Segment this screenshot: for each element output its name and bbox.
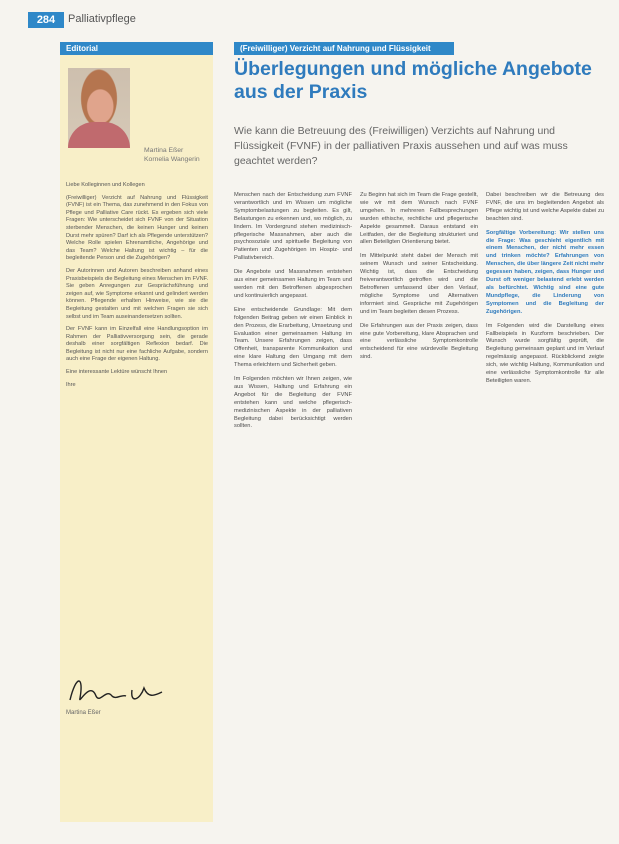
paragraph: Eine entscheidende Grundlage: Mit dem folgenden Beitrag geben wir einen Einblick in den Prozess, die Erarbeitung, Umsetzung und Evaluation einer gemeinsamen Haltung im Team. Unsere Erfahrungen zeigen, dass Offenheit, transparente Kommunikation und eine klare Haltung den Umgang mit dem Thema erleichtern und Sicherheit geben. [234,306,352,369]
editorial-paragraph: (Freiwilliger) Verzicht auf Nahrung und Flüssigkeit (FVNF) ist ein Thema, das zunehmend in den Fokus von Pflege und Palliative Care rückt. Es ergeben sich viele Fragen: Wie unterscheidet sich FVNF von der Situation sterbender Menschen, die keinen Hunger und keinen Durst mehr spüren? Darf ich als Pflegende unterstützen? Welche Rolle spielen Ehrenamtliche, Angehörige und das Team? Welche Haltung ist wichtig – für die begleitende Person und die Zugehörigen? [66,194,208,262]
paragraph: Im Mittelpunkt steht dabei der Mensch mit seinem Wunsch und seiner Entscheidung. Wichtig ist, dass die Entscheidung freiverantwortlich getroffen wird und die Betroffenen umfassend über den Verlauf, mögliche Symptome und Alternativen informiert sind. Gespräche mit Zugehörigen und im Team begleiten diesen Prozess. [360,253,478,315]
editorial-sidebar [60,42,213,822]
paragraph: Die Erfahrungen aus der Praxis zeigen, dass eine gute Vorbereitung, klare Absprachen und eine verlässliche Symptomkontrolle entscheidend für eine würdevolle Begleitung sind. [360,322,478,361]
author-name: Kornelia Wangerin [144,156,200,163]
article-column-2 [360,192,478,368]
article-kicker: (Freiwilliger) Verzicht auf Nahrung und Flüssigkeit [234,42,454,55]
editorial-paragraph: Der Autorinnen und Autoren beschreiben anhand eines Praxisbeispiels die Begleitung eines Menschen im FVNF. Sie geben Anregungen zur Gesprächsführung und zeigen auf, wie Symptome erkannt und gelindert werden können. Pflegende erhalten Hinweise, wie sie die Begleitung gestalten und mit welchen Fragen sie sich selbst und im Team auseinandersetzen sollten. [66,267,208,320]
editorial-greeting: Liebe Kolleginnen und Kollegen [66,182,145,188]
author-name: Martina Eßer [144,147,184,154]
paragraph: Dabei beschreiben wir die Betreuung des FVNF, die uns im begleitenden Angebot als Pflege wichtig ist und welche Aspekte dabei zu beachten sind. [486,192,604,222]
paragraph: Menschen nach der Entscheidung zum FVNF verantwortlich und im Wissen um mögliche Symptombelastungen zu begleiten. Es gilt, Belastungen zu erkennen und, wo möglich, zu lindern. Im Vordergrund stehen medizinisch-pflegerische Massnahmen, aber auch die psychosoziale und spirituelle Begleitung von Patienten und Zugehörigen im Hospiz- und Palliativbereich. [234,192,352,262]
editorial-paragraph: Der FVNF kann im Einzelfall eine Handlungsoption im Rahmen der Palliativversorgung sein, die gerade deshalb einer sorgfältigen Reflexion bedarf. Die Begleitung ist nicht nur eine fachliche Aufgabe, sondern auch eine Frage der eigenen Haltung. [66,326,208,363]
page-header [0,8,619,30]
article-column-3 [486,192,604,392]
author-caption [144,146,214,164]
article-subtitle: Wie kann die Betreuung des (Freiwilligen) Verzichts auf Nahrung und Flüssigkeit (FVNF) in der palliativen Praxis aussehen und auf was muss geachtet werden? [234,125,568,167]
editorial-closing: Ihre [66,381,76,388]
page-number: 284 [28,12,64,28]
paragraph: Die Angebote und Massnahmen entstehen aus einer gemeinsamen Haltung im Team und werden mit den Betroffenen abgesprochen und kontinuierlich angepasst. [234,269,352,299]
editorial-label: Editorial [60,42,213,55]
editorial-paragraph: Eine interessante Lektüre wünscht Ihnen [66,369,168,376]
paragraph: Im Folgenden möchten wir Ihnen zeigen, wie aus Wissen, Haltung und Erfahrung ein Angebot für die Begleitung der FVNF entstehen kann und welche pflegerisch-medizinischen Aspekte in der palliativen Begleitung dabei berücksichtigt werden sollten. [234,376,352,430]
handwritten-signature [66,670,186,710]
section-label: Palliativpflege [68,13,136,25]
signature-name: Martina Eßer [66,710,101,716]
paragraph-highlight: Sorgfältige Vorbereitung: Wir stellen uns die Frage: Was geschieht eigentlich mit einem Menschen, der nicht mehr essen und trinken möchte? Erfahrungen von Menschen, die über längere Zeit nicht mehr gegessen haben, zeigen, dass Hunger und Durst oft weniger belastend erlebt werden als befürchtet. Wichtig sind eine gute Mundpflege, die Linderung von Symptomen und die Begleitung der Zugehörigen. [486,229,604,315]
paragraph: Zu Beginn hat sich im Team die Frage gestellt, wie wir mit dem Wunsch nach FVNF umgehen. In mehreren Fallbesprechungen wurden ethische, rechtliche und pflegerische Aspekte gesammelt. Daraus entstand ein Leitfaden, der die Begleitung strukturiert und allen Beteiligten Orientierung bietet. [360,192,478,246]
author-photo [68,68,130,148]
paragraph: Im Folgenden wird die Darstellung eines Fallbeispiels in Kurzform beschrieben. Der Wunsch wurde sorgfältig geprüft, die Begleitung gemeinsam geplant und im Verlauf regelmässig angepasst. Rückblickend zeigte sich, wie wichtig Haltung, Kommunikation und eine verlässliche Symptomkontrolle für alle Beteiligten waren. [486,322,604,384]
article-title: Überlegungen und mögliche Angebote aus der Praxis [234,58,592,103]
editorial-text [66,182,208,394]
article-column-1 [234,192,352,437]
